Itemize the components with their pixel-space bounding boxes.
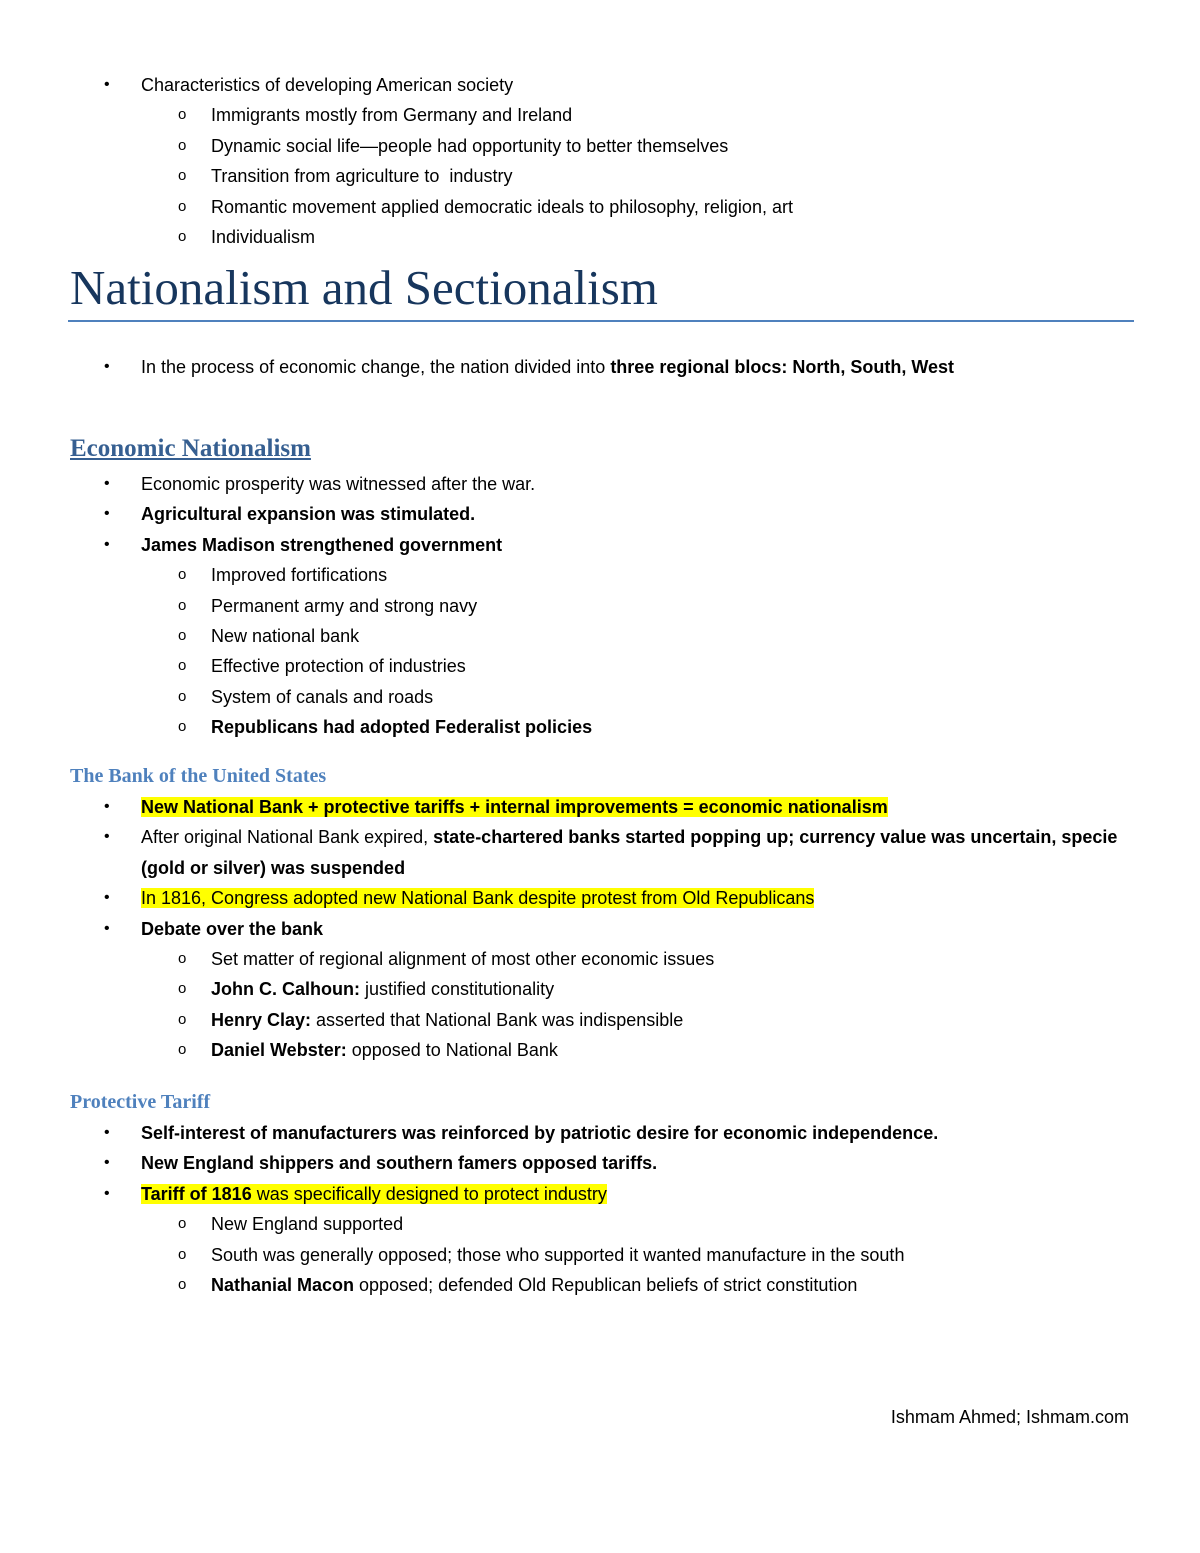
sub-bullet-icon: o [178, 1041, 187, 1059]
list-item-text: Economic prosperity was witnessed after the war. [141, 474, 536, 494]
list-item [0, 822, 1200, 883]
bullet-icon: • [104, 535, 110, 553]
list-item-text: Dynamic social life—people had opportunity to better themselves [211, 135, 729, 156]
person-name: Henry Clay: [211, 1009, 312, 1030]
section-heading-tariff: Protective Tariff [70, 1091, 211, 1113]
overview-list [0, 352, 1200, 382]
tariff-name: Tariff of 1816 [141, 1183, 252, 1204]
highlighted-text [141, 1184, 607, 1204]
bank-list [0, 792, 1200, 1066]
sub-bullet-icon: o [178, 1010, 187, 1028]
list-item-text: After original National Bank expired, [141, 827, 434, 848]
bullet-icon: • [104, 358, 110, 375]
list-item [0, 792, 1200, 822]
sub-bullet-icon: o [178, 228, 187, 246]
list-item-text: Transition from agriculture to industry [211, 166, 513, 187]
sub-list-item [0, 974, 1200, 1004]
list-item [0, 352, 1200, 382]
bullet-icon: • [104, 505, 110, 523]
list-item-text: Characteristics of developing American society [141, 75, 514, 95]
list-item-text: System of canals and roads [211, 686, 434, 707]
list-item-text: South was generally opposed; those who supported it wanted manufacture in the south [211, 1244, 905, 1265]
list-item-text: opposed to National Bank [346, 1040, 558, 1061]
list-item [0, 1179, 1200, 1209]
sub-list-item [0, 222, 1200, 252]
list-item-text: Debate over the bank [141, 918, 324, 939]
list-item-text: opposed; defended Old Republican beliefs of strict constitution [354, 1275, 858, 1296]
list-item-text: was specifically designed to protect industry [251, 1183, 607, 1204]
list-item-text: James Madison strengthened government [141, 534, 503, 555]
list-item-text: Self-interest of manufacturers was reinforced by patriotic desire for economic independence. [141, 1123, 939, 1143]
sub-bullet-icon: o [178, 980, 187, 998]
highlighted-text: In 1816, Congress adopted new National Bank despite protest from Old Republicans [141, 888, 815, 909]
sub-bullet-icon: o [178, 197, 187, 215]
list-item-text: Permanent army and strong navy [211, 595, 478, 616]
intro-list [0, 70, 1200, 252]
sub-list-item [0, 560, 1200, 590]
bullet-icon: • [104, 1124, 110, 1141]
sub-list-item [0, 192, 1200, 222]
bullet-icon: • [104, 798, 110, 815]
section-heading-bank: The Bank of the United States [70, 765, 327, 787]
sub-list-item [0, 944, 1200, 974]
list-item [0, 1148, 1200, 1178]
sub-list-item [0, 131, 1200, 161]
sub-bullet-icon: o [178, 106, 187, 124]
sub-list-item [0, 1035, 1200, 1065]
list-item-bold-text: state-chartered banks started popping up; currency value was uncertain, specie (gold or silver) was suspended [141, 827, 1118, 878]
list-item [0, 530, 1200, 560]
sub-bullet-icon: o [178, 167, 187, 185]
list-item [0, 883, 1200, 913]
sub-list-item [0, 712, 1200, 742]
page-title: Nationalism and Sectionalism [70, 260, 658, 315]
list-item-text: Agricultural expansion was stimulated. [141, 504, 476, 525]
person-name: Daniel Webster: [211, 1040, 347, 1061]
highlighted-text: New National Bank + protective tariffs + internal improvements = economic nationalism [141, 797, 888, 817]
list-item-text: Romantic movement applied democratic ideals to philosophy, religion, art [211, 196, 793, 217]
sub-bullet-icon: o [178, 950, 187, 968]
sub-bullet-icon: o [178, 718, 187, 736]
list-item-text: Immigrants mostly from Germany and Ireland [211, 105, 573, 126]
sub-bullet-icon: o [178, 1215, 187, 1233]
sub-bullet-icon: o [178, 687, 187, 705]
tariff-list [0, 1118, 1200, 1300]
list-item-text: New England shippers and southern famers opposed tariffs. [141, 1153, 658, 1174]
sub-list-item [0, 1240, 1200, 1270]
page-footer: Ishmam Ahmed; Ishmam.com [890, 1407, 1129, 1427]
list-item [0, 1118, 1200, 1148]
list-item-text: New England supported [211, 1214, 404, 1235]
economic-nationalism-list [0, 469, 1200, 743]
bullet-icon: • [104, 76, 110, 93]
sub-bullet-icon: o [178, 1245, 187, 1263]
person-name: John C. Calhoun: [211, 979, 360, 1000]
title-divider [68, 320, 1134, 322]
bullet-icon: • [104, 1184, 110, 1202]
list-item-text: Individualism [211, 227, 316, 248]
sub-bullet-icon: o [178, 1276, 187, 1294]
sub-list-item [0, 100, 1200, 130]
list-item-text: New national bank [211, 626, 360, 647]
list-item-bold-text: three regional blocs: North, South, West [610, 357, 955, 377]
section-heading-economic-nationalism: Economic Nationalism [70, 435, 311, 462]
sub-list-item [0, 161, 1200, 191]
bullet-icon: • [104, 1154, 110, 1172]
person-name: Nathanial Macon [211, 1275, 355, 1296]
list-item [0, 70, 1200, 100]
sub-list-item [0, 651, 1200, 681]
sub-list-item [0, 1005, 1200, 1035]
sub-list-item [0, 1209, 1200, 1239]
list-item-text: asserted that National Bank was indispensible [311, 1009, 684, 1030]
list-item-text: Set matter of regional alignment of most other economic issues [211, 949, 715, 970]
sub-bullet-icon: o [178, 566, 187, 584]
list-item-text: justified constitutionality [359, 979, 555, 1000]
sub-bullet-icon: o [178, 627, 187, 645]
bullet-icon: • [104, 828, 110, 846]
sub-list-item [0, 682, 1200, 712]
list-item-text: Improved fortifications [211, 565, 388, 586]
sub-bullet-icon: o [178, 596, 187, 614]
list-item [0, 914, 1200, 944]
bullet-icon: • [104, 889, 110, 907]
bullet-icon: • [104, 475, 110, 492]
list-item-text: Effective protection of industries [211, 656, 466, 677]
list-item-text: Republicans had adopted Federalist policies [211, 717, 593, 738]
sub-bullet-icon: o [178, 657, 187, 675]
sub-list-item [0, 621, 1200, 651]
sub-list-item [0, 591, 1200, 621]
bullet-icon: • [104, 919, 110, 937]
list-item [0, 469, 1200, 499]
sub-bullet-icon: o [178, 136, 187, 154]
sub-list-item [0, 1270, 1200, 1300]
list-item [0, 499, 1200, 529]
list-item-text: In the process of economic change, the nation divided into [141, 357, 611, 377]
